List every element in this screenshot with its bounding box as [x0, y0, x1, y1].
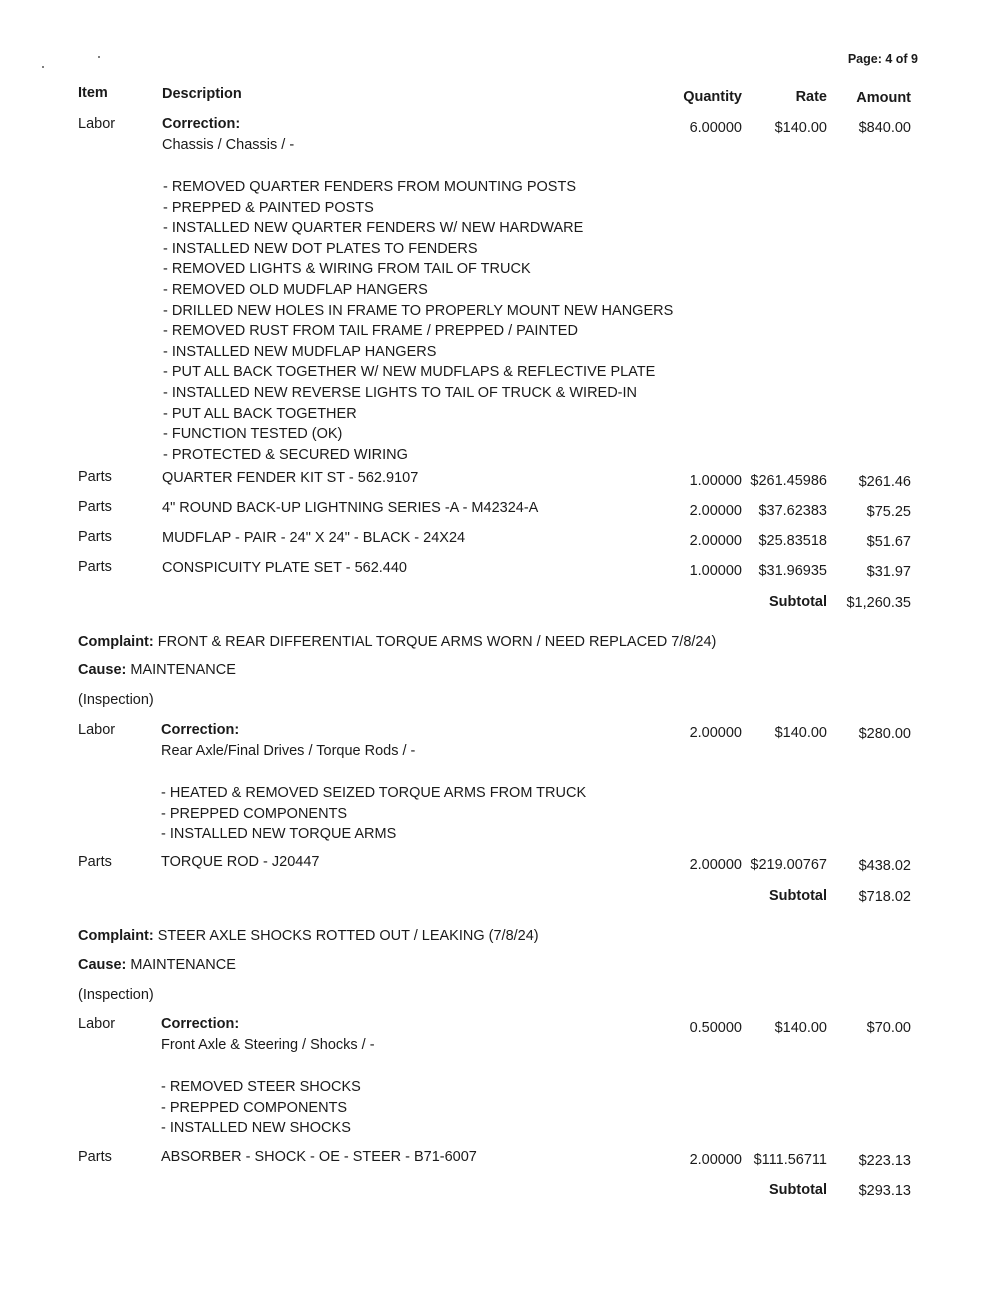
complaint-label: Complaint: [78, 928, 154, 944]
line-item-type: Labor [78, 1016, 116, 1032]
labor-rate: $140.00 [774, 725, 827, 741]
labor-amount: $280.00 [858, 726, 911, 742]
work-step: - INSTALLED NEW TORQUE ARMS [161, 826, 397, 843]
work-step: - REMOVED OLD MUDFLAP HANGERS [163, 281, 428, 298]
work-steps [161, 783, 586, 845]
work-step: - INSTALLED NEW SHOCKS [161, 1120, 351, 1137]
scan-speck [42, 66, 44, 68]
work-step: - INSTALLED NEW REVERSE LIGHTS TO TAIL OF TRUCK & WIRED-IN [163, 384, 638, 401]
work-step: - REMOVED LIGHTS & WIRING FROM TAIL OF TRUCK [163, 261, 531, 278]
work-step: - PUT ALL BACK TOGETHER [163, 405, 357, 422]
part-quantity: 2.00000 [689, 857, 742, 873]
page-number: Page: 4 of 9 [847, 52, 918, 66]
part-amount: $31.97 [866, 564, 911, 580]
correction-label: Correction: [162, 116, 241, 132]
work-step: - PREPPED COMPONENTS [161, 1099, 348, 1116]
part-quantity: 1.00000 [689, 473, 742, 489]
part-description: CONSPICUITY PLATE SET - 562.440 [162, 560, 407, 576]
header-description: Description [162, 86, 242, 102]
line-item-type: Parts [78, 529, 112, 545]
header-quantity: Quantity [683, 89, 742, 105]
work-step: - FUNCTION TESTED (OK) [163, 426, 343, 443]
line-item-type: Labor [78, 722, 116, 738]
line-item-type: Parts [78, 469, 112, 485]
work-step: - REMOVED QUARTER FENDERS FROM MOUNTING POSTS [163, 179, 577, 195]
part-description: 4" ROUND BACK-UP LIGHTNING SERIES -A - M42324-A [162, 500, 539, 516]
cause-text: MAINTENANCE [130, 662, 236, 678]
work-step: - PREPPED COMPONENTS [161, 805, 348, 822]
work-step: - INSTALLED NEW QUARTER FENDERS W/ NEW HARDWARE [163, 220, 584, 237]
labor-rate: $140.00 [774, 1020, 827, 1036]
line-item-type: Parts [78, 1149, 112, 1165]
inspection-note: (Inspection) [78, 987, 154, 1003]
part-description: TORQUE ROD - J20447 [161, 854, 320, 870]
labor-amount: $840.00 [858, 120, 911, 136]
header-item: Item [78, 85, 108, 101]
work-step: - INSTALLED NEW MUDFLAP HANGERS [163, 343, 437, 360]
part-rate: $25.83518 [758, 533, 827, 549]
subtotal-label: Subtotal [769, 594, 827, 610]
part-quantity: 2.00000 [689, 533, 742, 549]
cause-label: Cause: [78, 957, 127, 973]
work-step: - PUT ALL BACK TOGETHER W/ NEW MUDFLAPS & REFLECTIVE PLATE [163, 364, 656, 381]
labor-rate: $140.00 [774, 120, 827, 136]
subtotal-label: Subtotal [769, 888, 827, 904]
correction-label: Correction: [161, 1016, 240, 1032]
work-step: - DRILLED NEW HOLES IN FRAME TO PROPERLY MOUNT NEW HANGERS [163, 302, 674, 319]
work-steps [163, 177, 673, 465]
cause-text: MAINTENANCE [130, 957, 236, 973]
work-step: - REMOVED RUST FROM TAIL FRAME / PREPPED / PAINTED [163, 323, 578, 340]
labor-category: Chassis / Chassis / - [162, 137, 295, 153]
cause-line [78, 662, 236, 678]
complaint-line [78, 928, 539, 944]
scan-speck [98, 56, 100, 58]
part-rate: $37.62383 [758, 503, 827, 519]
part-amount: $438.02 [858, 858, 911, 874]
header-amount: Amount [856, 90, 911, 106]
cause-line [78, 957, 236, 973]
labor-quantity: 2.00000 [689, 725, 742, 741]
part-rate: $111.56711 [753, 1152, 827, 1168]
subtotal-value: $1,260.35 [846, 595, 911, 611]
part-amount: $51.67 [866, 534, 911, 550]
part-quantity: 1.00000 [689, 563, 742, 579]
subtotal-label: Subtotal [769, 1182, 827, 1198]
labor-quantity: 0.50000 [689, 1020, 742, 1036]
work-step: - PROTECTED & SECURED WIRING [163, 446, 408, 463]
part-quantity: 2.00000 [689, 1152, 742, 1168]
work-steps [161, 1077, 361, 1139]
correction-label: Correction: [161, 722, 240, 738]
part-quantity: 2.00000 [689, 503, 742, 519]
part-rate: $219.00767 [750, 857, 827, 873]
line-item-type: Labor [78, 116, 116, 132]
line-item-type: Parts [78, 559, 112, 575]
labor-quantity: 6.00000 [689, 120, 742, 136]
labor-category: Rear Axle/Final Drives / Torque Rods / - [161, 743, 416, 759]
line-item-type: Parts [78, 854, 112, 870]
work-step: - REMOVED STEER SHOCKS [161, 1079, 361, 1095]
part-rate: $261.45986 [750, 473, 827, 489]
subtotal-value: $718.02 [858, 889, 911, 905]
part-amount: $261.46 [858, 474, 911, 490]
complaint-line [78, 634, 716, 650]
complaint-text: FRONT & REAR DIFFERENTIAL TORQUE ARMS WORN / NEED REPLACED 7/8/24) [157, 634, 717, 650]
labor-category: Front Axle & Steering / Shocks / - [161, 1037, 375, 1053]
line-item-type: Parts [78, 499, 112, 515]
part-description: QUARTER FENDER KIT ST - 562.9107 [162, 470, 419, 486]
header-rate: Rate [795, 89, 827, 105]
part-amount: $223.13 [858, 1153, 911, 1169]
inspection-note: (Inspection) [78, 692, 154, 708]
part-description: ABSORBER - SHOCK - OE - STEER - B71-6007 [161, 1149, 477, 1165]
part-amount: $75.25 [866, 504, 911, 520]
work-step: - HEATED & REMOVED SEIZED TORQUE ARMS FROM TRUCK [161, 785, 587, 801]
work-step: - INSTALLED NEW DOT PLATES TO FENDERS [163, 240, 478, 257]
complaint-text: STEER AXLE SHOCKS ROTTED OUT / LEAKING (7/8/24) [157, 928, 539, 944]
part-description: MUDFLAP - PAIR - 24" X 24" - BLACK - 24X24 [162, 530, 466, 546]
labor-amount: $70.00 [866, 1020, 911, 1036]
work-step: - PREPPED & PAINTED POSTS [163, 199, 374, 216]
subtotal-value: $293.13 [858, 1183, 911, 1199]
part-rate: $31.96935 [758, 563, 827, 579]
cause-label: Cause: [78, 662, 127, 678]
complaint-label: Complaint: [78, 634, 154, 650]
